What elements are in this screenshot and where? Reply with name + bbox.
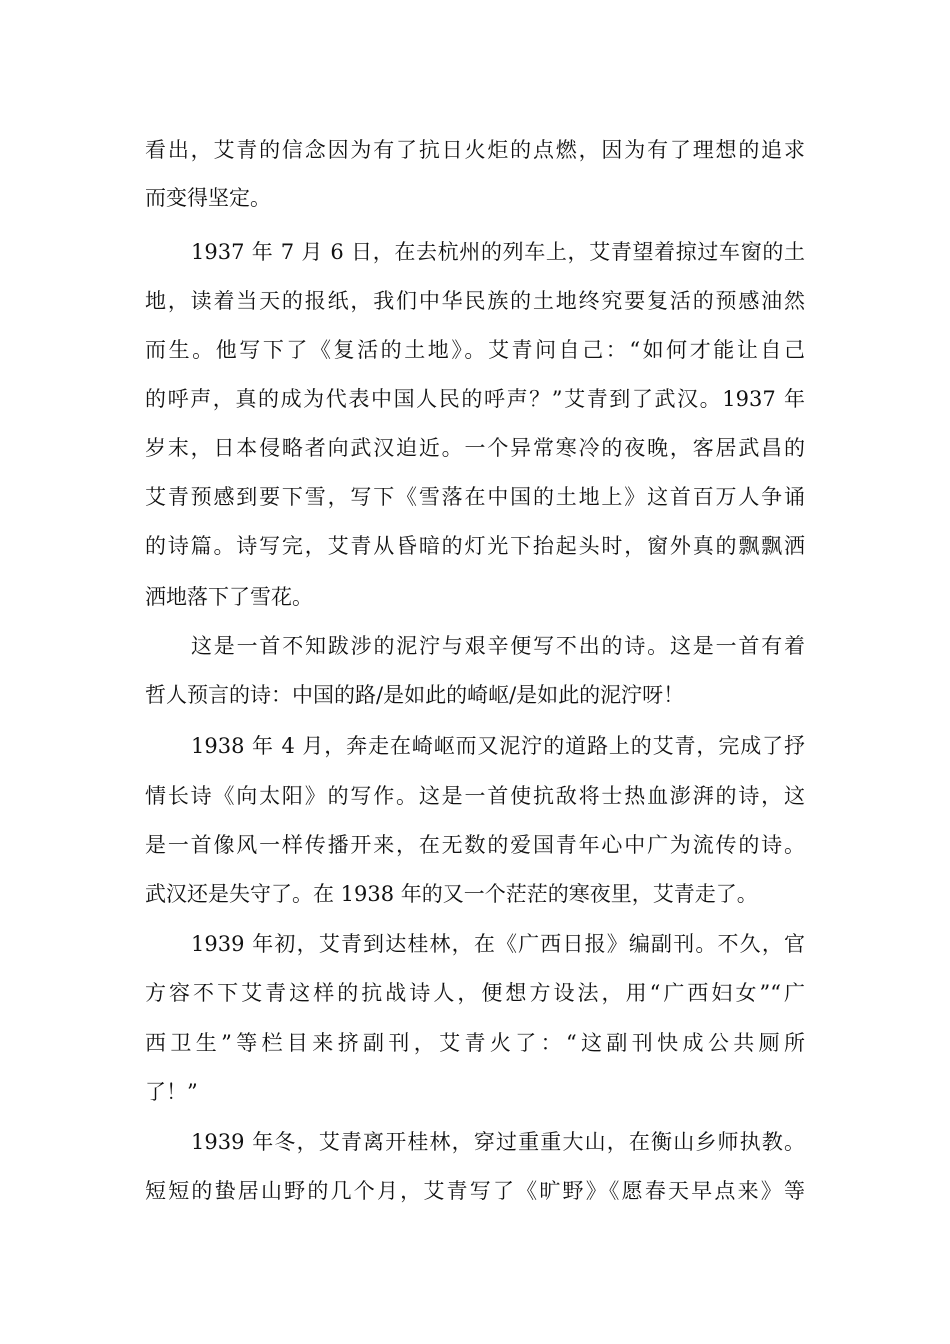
text-line: 而变得坚定。 [145, 186, 271, 210]
text-line: 洒地落下了雪花。 [145, 585, 313, 609]
text-line: 的诗篇。诗写完，艾青从昏暗的灯光下抬起头时，窗外真的飘飘洒 [145, 534, 805, 558]
text-line: 是一首像风一样传播开来，在无数的爱国青年心中广为流传的诗。 [145, 833, 805, 857]
text-line: 看出，艾青的信念因为有了抗日火炬的点燃，因为有了理想的追求 [145, 138, 805, 162]
text-line: 这是一首不知跋涉的泥泞与艰辛便写不出的诗。这是一首有着 [191, 634, 805, 658]
text-line: 哲人预言的诗：中国的路/是如此的崎岖/是如此的泥泞呀！ [145, 683, 685, 707]
document-page [145, 0, 805, 1344]
text-line: 短短的蛰居山野的几个月，艾青写了《旷野》《愿春天早点来》等 [145, 1179, 805, 1203]
text-line: 的呼声，真的成为代表中国人民的呼声？”艾青到了武汉。1937 年 [145, 387, 805, 411]
text-line: 地，读着当天的报纸，我们中华民族的土地终究要复活的预感油然 [145, 289, 805, 313]
text-line: 1939 年初，艾青到达桂林，在《广西日报》编副刊。不久，官 [191, 932, 805, 956]
text-line: 1938 年 4 月，奔走在崎岖而又泥泞的道路上的艾青，完成了抒 [191, 734, 805, 758]
text-line: 岁末，日本侵略者向武汉迫近。一个异常寒冷的夜晚，客居武昌的 [145, 436, 805, 460]
text-line: 而生。他写下了《复活的土地》。艾青问自己：“如何才能让自己 [145, 338, 805, 362]
text-line: 情长诗《向太阳》的写作。这是一首使抗敌将士热血澎湃的诗，这 [145, 784, 805, 808]
text-line: 了！” [145, 1080, 198, 1104]
text-line: 艾青预感到要下雪，写下《雪落在中国的土地上》这首百万人争诵 [145, 485, 805, 509]
text-line: 1939 年冬，艾青离开桂林，穿过重重大山，在衡山乡师执教。 [191, 1130, 805, 1154]
text-line: 西卫生”等栏目来挤副刊，艾青火了：“这副刊快成公共厕所 [145, 1031, 805, 1055]
text-line: 武汉还是失守了。在 1938 年的又一个茫茫的寒夜里，艾青走了。 [145, 882, 758, 906]
text-line: 1937 年 7 月 6 日，在去杭州的列车上，艾青望着掠过车窗的土 [191, 240, 805, 264]
text-line: 方容不下艾青这样的抗战诗人，便想方设法，用“广西妇女”“广 [145, 981, 805, 1005]
